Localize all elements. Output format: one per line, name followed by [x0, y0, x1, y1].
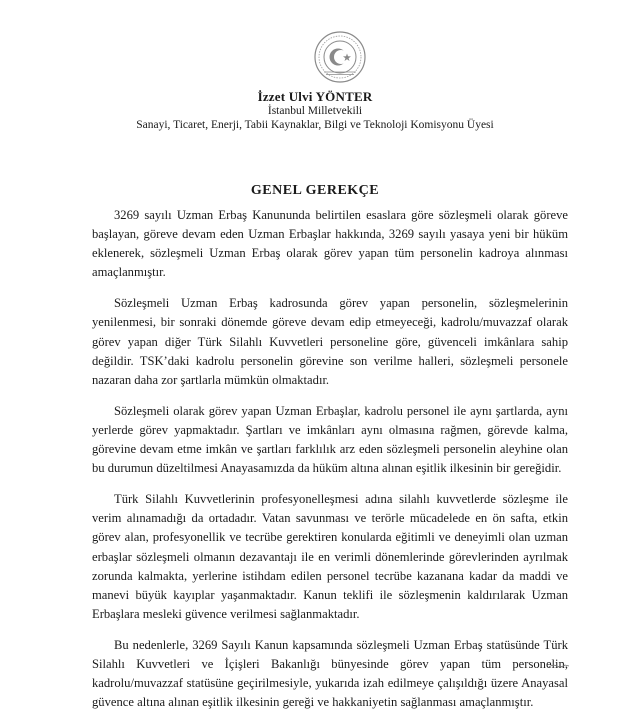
document-title: GENEL GEREKÇE: [250, 183, 380, 198]
body-paragraph: Sözleşmeli Uzman Erbaş kadrosunda görev yapan personelin, sözleşmelerinin yenilenmesi, bir sonraki dönemde göreve devam edip etmeyeceği, kadrolu/muvazzaf olarak görev yapan diğer Türk Silahlı Kuvvetleri personeline göre, güvenceli imkânlara sahip değildir. TSK’daki kadrolu personelin görevine son verilme halleri, sözleşmeli personele nazaran daha zor şartlarla mümkün olmaktadır.: [92, 296, 568, 387]
deputy-committee: Sanayi, Ticaret, Enerji, Tabii Kaynaklar, Bilgi ve Teknoloji Komisyonu Üyesi: [136, 119, 494, 131]
body-paragraph: Sözleşmeli olarak görev yapan Uzman Erbaşlar, kadrolu personel ile aynı şartlarda, aynı yerlerde görev yapmaktadır. Şartları ve imkânları aynı olmasına rağmen, görevde kalma, görevine devam etme imkân ve şartları farklılık arz eden sözleşmeli personelin aleyhine olan bu durumun düzeltilmesi Anayasamızda da hüküm altına alınan eşitlik ilkesinin bir gereğidir.: [92, 403, 568, 476]
deputy-position: İstanbul Milletvekili: [267, 105, 363, 117]
signature-mark-icon: [548, 663, 570, 669]
deputy-name: İzzet Ulvi YÖNTER: [257, 89, 373, 104]
body-paragraph: 3269 sayılı Uzman Erbaş Kanununda belirtilen esaslara göre sözleşmeli olarak göreve başlayan, göreve devam eden Uzman Erbaşlar hakkında, 3269 sayılı yasaya yeni bir hüküm eklenerek, sözleşmeli Uzman Erbaş olarak görev yapan tüm personelin kadroya alınması amaçlanmıştır.: [92, 208, 568, 280]
body-paragraph: Türk Silahlı Kuvvetlerinin profesyonelleşmesi adına silahlı kuvvetlerde sözleşme ile verim alınamadığı da ortadadır. Vatan savunması ve terörle mücadelede en ön safta, etkin görev alan, profesyonellik ve tecrübe gerektiren konularda eğitimli ve deneyimli olan uzman erbaşlar sözleşmeli olmanın dezavantajı ile en verimli dönemlerinde görevlerinden ayrılmak zorunda kalmakta, yerlerine istihdam edilen personel tecrübe kazanana kadar da maddi ve manevi büyük kayıplar yaşanmaktadır. Kanun teklifi ile sözleşmenin kaldırılarak Uzman Erbaşlara mesleki güvence verilmesi sağlanmaktadır.: [92, 492, 568, 621]
document-body: [92, 206, 568, 724]
sender-header: [0, 90, 630, 132]
body-paragraph: Bu nedenlerle, 3269 Sayılı Kanun kapsamında sözleşmeli Uzman Erbaş statüsünde Türk Silahlı Kuvvetleri ve İçişleri Bakanlığı bünyesinde görev yapan tüm personelin, kadrolu/muvazzaf statüsüne geçirilmesiyle, yukarıda izah edilmeye çalışıldığı üzere Anayasal güvence altına alınan eşitlik ilkesinin gereği ve hakkaniyetin sağlanması amaçlanmıştır.: [92, 637, 568, 710]
tbmm-seal-icon: [313, 30, 367, 84]
